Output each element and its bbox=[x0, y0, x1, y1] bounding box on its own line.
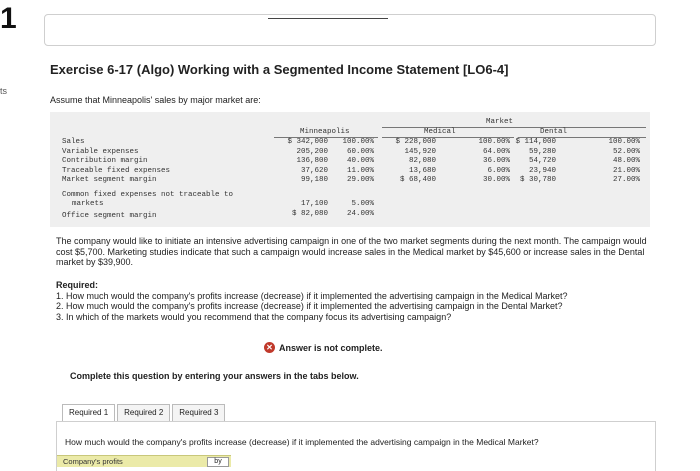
cell: 100.00% bbox=[478, 138, 510, 146]
status-text: Answer is not complete. bbox=[279, 342, 383, 353]
cell: 205,200 bbox=[296, 147, 328, 156]
answer-row bbox=[57, 455, 231, 467]
common-label-1: Common fixed expenses not traceable to bbox=[62, 191, 234, 199]
edge-label: ts bbox=[0, 86, 8, 96]
answer-select[interactable]: by bbox=[207, 457, 229, 467]
cell: $ 342,000 bbox=[287, 138, 328, 146]
dental-header: Dental bbox=[540, 128, 568, 136]
company-values bbox=[272, 138, 328, 186]
cell: 36.00% bbox=[482, 157, 510, 165]
market-header: Market bbox=[486, 118, 514, 126]
cell: 40.00% bbox=[346, 157, 374, 165]
cell: 136,800 bbox=[296, 157, 328, 165]
tab-panel bbox=[56, 421, 656, 471]
required-item-1: 1. How much would the company's profits increase (decrease) if it implemented the advertising campaign in the Medical Market? bbox=[56, 290, 568, 301]
x-circle-icon: ✕ bbox=[264, 342, 275, 353]
cell: $ 228,000 bbox=[395, 138, 436, 146]
cell: 59,280 bbox=[528, 147, 556, 156]
cell: 11.00% bbox=[346, 166, 374, 175]
tab-required-2[interactable]: Required 2 bbox=[117, 404, 170, 422]
instruction-text: Complete this question by entering your answers in the tabs below. bbox=[70, 371, 359, 381]
cell: 29.00% bbox=[346, 176, 374, 184]
row-label-market-margin: Market segment margin bbox=[62, 176, 157, 184]
cell: 100.00% bbox=[342, 138, 374, 146]
cell: 64.00% bbox=[482, 147, 510, 156]
cell: 54,720 bbox=[528, 157, 556, 165]
cell: 48.00% bbox=[612, 157, 640, 165]
company-percents bbox=[330, 138, 374, 186]
cell: 99,180 bbox=[300, 176, 328, 184]
answer-label: Company's profits bbox=[63, 457, 123, 466]
market-header-rule bbox=[382, 127, 646, 128]
exercise-title: Exercise 6-17 (Algo) Working with a Segmented Income Statement [LO6-4] bbox=[50, 62, 509, 77]
cell: 100.00% bbox=[608, 138, 640, 146]
office-value: $ 82,080 bbox=[291, 210, 328, 218]
dental-percents bbox=[590, 138, 640, 186]
office-pct: 24.00% bbox=[346, 210, 374, 218]
cell: 13,680 bbox=[408, 166, 436, 175]
common-value: 17,100 bbox=[300, 200, 328, 208]
required-section bbox=[56, 280, 656, 322]
medical-values bbox=[384, 138, 436, 186]
answer-status bbox=[264, 342, 383, 353]
company-header: Minneapolis bbox=[300, 128, 350, 136]
row-label-contribution: Contribution margin bbox=[62, 157, 148, 165]
row-label-variable: Variable expenses bbox=[62, 147, 139, 156]
common-label-2: markets bbox=[72, 200, 104, 208]
tab-required-1[interactable]: Required 1 bbox=[62, 404, 115, 422]
required-item-2: 2. How much would the company's profits increase (decrease) if it implemented the advertising campaign in the Dental Market? bbox=[56, 301, 563, 311]
intro-text: Assume that Minneapolis' sales by major market are: bbox=[50, 95, 261, 105]
row-label-sales: Sales bbox=[62, 138, 85, 146]
required-item-3: 3. In which of the markets would you recommend that the company focus its advertising campaign? bbox=[56, 311, 452, 322]
cell: $ 68,400 bbox=[399, 176, 436, 184]
cell: 23,940 bbox=[528, 166, 556, 175]
cell: 27.00% bbox=[612, 176, 640, 184]
cell: 37,620 bbox=[300, 166, 328, 175]
cell: 6.00% bbox=[487, 166, 510, 175]
required-title: Required: bbox=[56, 280, 99, 290]
segmented-income-table bbox=[50, 112, 650, 227]
tab-question: How much would the company's profits increase (decrease) if it implemented the advertising campaign in the Medical Market? bbox=[65, 437, 539, 447]
dental-values bbox=[502, 138, 556, 186]
tab-bar bbox=[62, 404, 227, 422]
cell: $ 30,780 bbox=[519, 176, 556, 184]
cell: 21.00% bbox=[612, 166, 640, 175]
scenario-paragraph: The company would like to initiate an intensive advertising campaign in one of the two market segments during the next month. The campaign would cost $5,700. Marketing studies indicate that such a campaign would increase sales in the Medical market by $45,600 or increase sales in the Dental market by $39,900. bbox=[56, 236, 647, 267]
row-label-traceable: Traceable fixed expenses bbox=[62, 166, 171, 175]
cell: 30.00% bbox=[482, 176, 510, 184]
office-label: Office segment margin bbox=[62, 212, 157, 220]
cell: 60.00% bbox=[346, 147, 374, 156]
title-underline bbox=[268, 18, 388, 19]
row-labels bbox=[62, 138, 170, 186]
cell: 145,920 bbox=[404, 147, 436, 156]
cell: $ 114,000 bbox=[515, 138, 556, 146]
medical-header: Medical bbox=[424, 128, 456, 136]
question-number: 1 bbox=[0, 2, 17, 35]
cell: 52.00% bbox=[612, 147, 640, 156]
tab-required-3[interactable]: Required 3 bbox=[172, 404, 225, 422]
cell: 82,080 bbox=[408, 157, 436, 165]
common-pct: 5.00% bbox=[351, 200, 374, 208]
